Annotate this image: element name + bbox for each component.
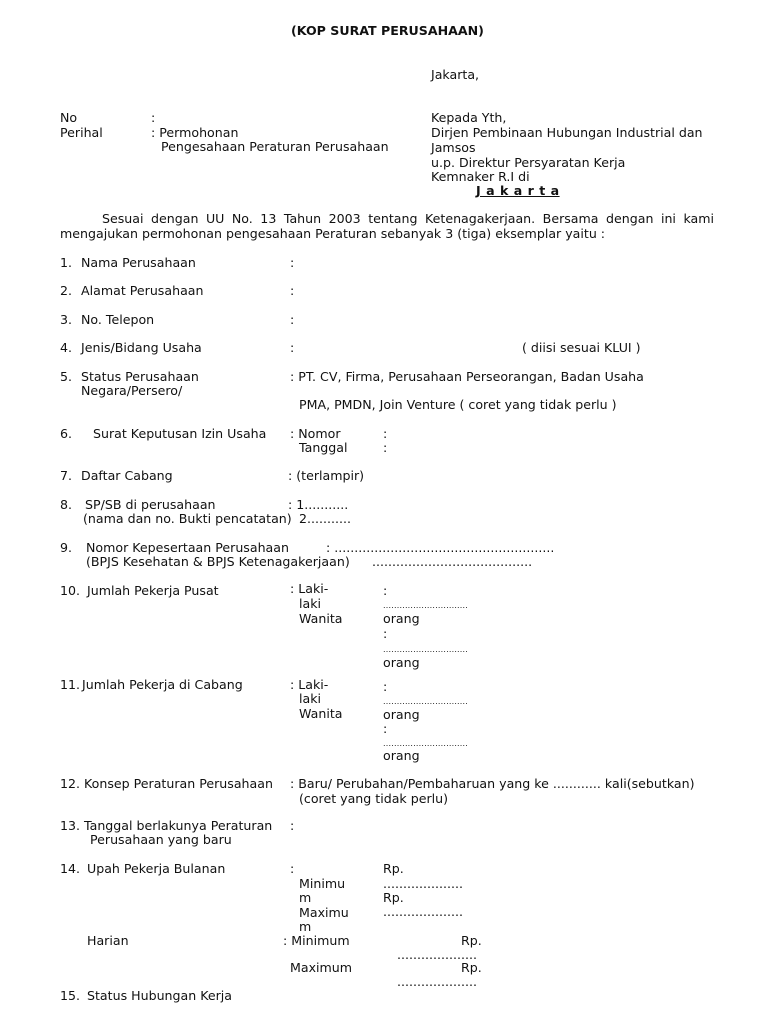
- field-sublabel: laki: [299, 691, 322, 706]
- field-label: Jumlah Pekerja Pusat: [87, 583, 219, 598]
- field-currency: Rp.: [383, 861, 404, 876]
- field-dots: ...............................: [383, 739, 469, 748]
- field-label: Perusahaan yang baru: [90, 832, 232, 847]
- field-label: Jumlah Pekerja di Cabang: [82, 677, 243, 692]
- no-colon: :: [151, 110, 156, 125]
- field-label: Jenis/Bidang Usaha: [81, 340, 202, 355]
- field-value: PMA, PMDN, Join Venture ( coret yang tidak perlu ): [299, 397, 617, 412]
- field-colon: :: [383, 440, 388, 455]
- field-currency: Rp.: [461, 933, 482, 948]
- field-label: SP/SB di perusahaan: [85, 497, 216, 512]
- field-colon: :: [290, 818, 295, 833]
- intro-line-1: Sesuai dengan UU No. 13 Tahun 2003 tentang Ketenagakerjaan. Bersama dengan ini kami: [102, 211, 714, 226]
- field-sublabel: : Nomor: [290, 426, 341, 441]
- perihal-label: Perihal: [60, 125, 103, 140]
- intro-line-2: mengajukan permohonan pengesahaan Peraturan sebanyak 3 (tiga) eksemplar yaitu :: [60, 226, 606, 241]
- field-value: : Baru/ Perubahan/Pembaharuan yang ke ............ kali(sebutkan): [290, 776, 695, 791]
- field-colon: :: [290, 861, 295, 876]
- item-number: 14.: [60, 861, 81, 876]
- field-currency: Rp.: [461, 960, 482, 975]
- field-label: Negara/Persero/: [81, 383, 183, 398]
- field-colon: :: [383, 626, 388, 641]
- field-label: (nama dan no. Bukti pencatatan): [83, 511, 292, 526]
- recipient-line: Jamsos: [431, 140, 476, 155]
- field-label: Upah Pekerja Bulanan: [87, 861, 226, 876]
- field-sublabel: Maximu: [299, 905, 349, 920]
- field-value: : .......................................................: [326, 540, 555, 555]
- item-number: 7.: [60, 468, 73, 483]
- item-number: 11.: [60, 677, 81, 692]
- field-colon: :: [383, 721, 388, 736]
- letterhead-placeholder: (KOP SURAT PERUSAHAAN): [291, 23, 484, 38]
- field-dots: ...............................: [383, 601, 469, 610]
- field-note: ( diisi sesuai KLUI ): [522, 340, 641, 355]
- field-sublabel: : Minimum: [283, 933, 350, 948]
- field-sublabel: Wanita: [299, 706, 343, 721]
- item-number: 12.: [60, 776, 81, 791]
- field-dots: ...............................: [383, 645, 469, 654]
- item-number: 5.: [60, 369, 73, 384]
- field-label: No. Telepon: [81, 312, 155, 327]
- perihal-value-2: Pengesahaan Peraturan Perusahaan: [161, 139, 389, 154]
- field-label: Tanggal berlakunya Peraturan: [84, 818, 273, 833]
- recipient-greeting: Kepada Yth,: [431, 110, 507, 125]
- item-number: 2.: [60, 283, 73, 298]
- field-sublabel: Minimu: [299, 876, 346, 891]
- item-number: 6.: [60, 426, 73, 441]
- field-value: 2...........: [299, 511, 352, 526]
- field-unit: orang: [383, 707, 420, 722]
- field-dots: ....................: [397, 974, 478, 989]
- field-dots: ....................: [383, 904, 464, 919]
- field-colon: :: [383, 583, 388, 598]
- field-currency: Rp.: [383, 890, 404, 905]
- field-label: Nomor Kepesertaan Perusahaan: [86, 540, 289, 555]
- field-dots: ....................: [397, 947, 478, 962]
- field-dots: ...............................: [383, 697, 469, 706]
- field-sublabel: : Laki-: [290, 581, 329, 596]
- recipient-line: u.p. Direktur Persyaratan Kerja: [431, 155, 626, 170]
- item-number: 4.: [60, 340, 73, 355]
- item-number: 10.: [60, 583, 81, 598]
- field-label: (BPJS Kesehatan & BPJS Ketenagakerjaan): [86, 554, 350, 569]
- place-date: Jakarta,: [431, 67, 480, 82]
- field-unit: orang: [383, 748, 420, 763]
- field-label: Status Perusahaan: [81, 369, 199, 384]
- field-colon: :: [290, 283, 295, 298]
- perihal-value: : Permohonan: [151, 125, 239, 140]
- field-value: ........................................: [372, 554, 533, 569]
- field-label: Alamat Perusahaan: [81, 283, 204, 298]
- field-label: Daftar Cabang: [81, 468, 173, 483]
- recipient-line: Kemnaker R.I di: [431, 169, 530, 184]
- field-value: (coret yang tidak perlu): [299, 791, 449, 806]
- field-colon: :: [383, 679, 388, 694]
- field-colon: :: [383, 426, 388, 441]
- field-colon: :: [290, 255, 295, 270]
- item-number: 13.: [60, 818, 81, 833]
- field-sublabel: Wanita: [299, 611, 343, 626]
- item-number: 1.: [60, 255, 73, 270]
- field-value: : PT. CV, Firma, Perusahaan Perseorangan, Badan Usaha: [290, 369, 644, 384]
- field-colon: :: [290, 312, 295, 327]
- field-label: Nama Perusahaan: [81, 255, 196, 270]
- no-label: No: [60, 110, 78, 125]
- field-unit: orang: [383, 611, 420, 626]
- field-sublabel: : Laki-: [290, 677, 329, 692]
- field-label: Harian: [87, 933, 129, 948]
- field-label: Konsep Peraturan Perusahaan: [84, 776, 273, 791]
- field-sublabel: Maximum: [290, 960, 353, 975]
- field-label: Status Hubungan Kerja: [87, 988, 233, 1003]
- field-value: : 1...........: [288, 497, 349, 512]
- field-sublabel: Tanggal: [299, 440, 348, 455]
- item-number: 9.: [60, 540, 73, 555]
- recipient-city: J a k a r t a: [476, 183, 560, 198]
- field-dots: ....................: [383, 876, 464, 891]
- field-colon: :: [290, 340, 295, 355]
- field-label: Surat Keputusan Izin Usaha: [93, 426, 267, 441]
- field-sublabel: laki: [299, 596, 322, 611]
- item-number: 15.: [60, 988, 81, 1003]
- field-sublabel: m: [299, 890, 312, 905]
- item-number: 3.: [60, 312, 73, 327]
- recipient-line: Dirjen Pembinaan Hubungan Industrial dan: [431, 125, 703, 140]
- field-value: : (terlampir): [288, 468, 365, 483]
- field-unit: orang: [383, 655, 420, 670]
- item-number: 8.: [60, 497, 73, 512]
- field-sublabel: m: [299, 919, 312, 934]
